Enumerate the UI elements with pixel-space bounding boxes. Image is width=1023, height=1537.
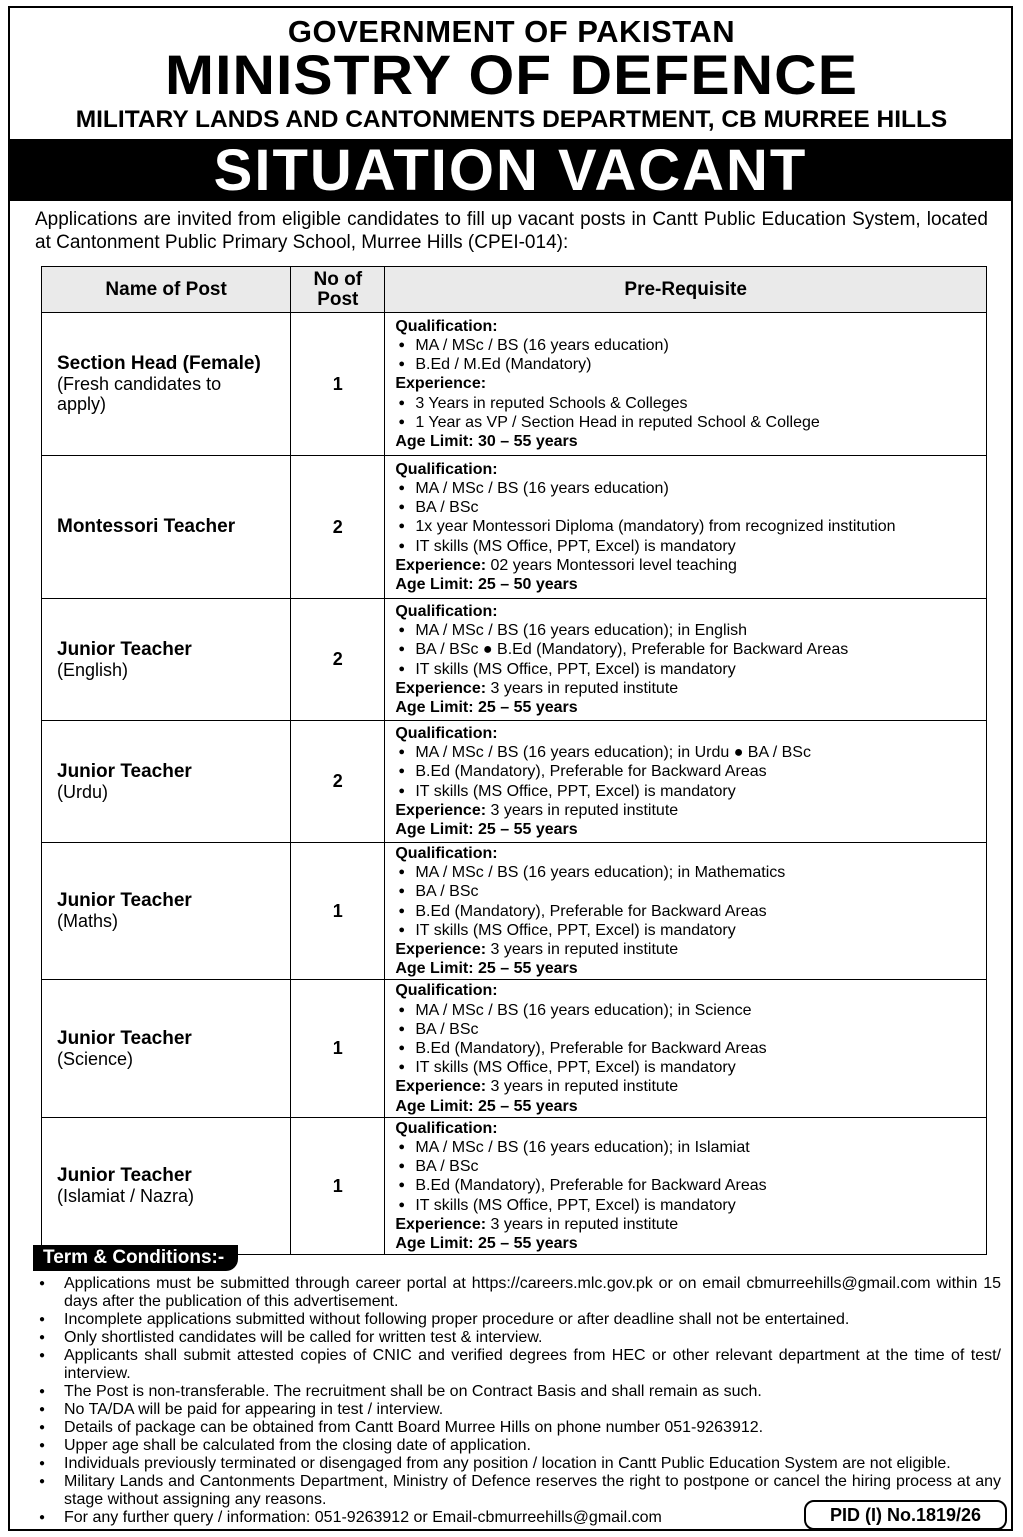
requirement-line: [395, 801, 982, 820]
header-count-line1: No of: [313, 268, 363, 290]
prerequisite-cell: [385, 456, 987, 599]
requirement-label: Qualification:: [395, 1119, 498, 1137]
term-item: ● No TA/DA will be paid for appearing in test / interview.: [39, 1401, 1001, 1419]
department-heading: MILITARY LANDS AND CANTONMENTS DEPARTMENT, CB MURREE HILLS: [75, 106, 948, 133]
requirement-line: [395, 1097, 982, 1116]
post-name: Junior Teacher: [57, 1027, 192, 1049]
requirement-label: Age Limit: 25 – 55 years: [395, 1235, 578, 1253]
requirement-bullet: ● IT skills (MS Office, PPT, Excel) is mandatory: [395, 660, 982, 679]
prerequisite-cell: [385, 313, 987, 456]
prerequisite-cell: [385, 843, 987, 980]
requirement-text: 3 years in reputed institute: [486, 679, 679, 697]
requirement-bullet: ● MA / MSc / BS (16 years education); in Mathematics: [395, 863, 982, 882]
post-name-cell: [42, 843, 291, 980]
post-name-cell: [42, 721, 291, 843]
post-description: (Urdu): [57, 781, 109, 802]
table-row: [42, 843, 987, 980]
post-count: 1: [291, 313, 385, 456]
requirement-bullet: ● IT skills (MS Office, PPT, Excel) is mandatory: [395, 921, 982, 940]
requirement-bullet: ● B.Ed (Mandatory), Preferable for Backward Areas: [395, 1039, 982, 1058]
requirement-line: [395, 698, 982, 717]
requirement-line: [395, 1234, 982, 1253]
requirement-label: Qualification:: [395, 845, 498, 862]
table-row: [42, 1117, 987, 1254]
requirement-text: 3 years in reputed institute: [486, 1078, 679, 1096]
requirement-bullet: ● IT skills (MS Office, PPT, Excel) is mandatory: [395, 1058, 982, 1077]
requirement-bullet: ● BA / BSc: [395, 498, 982, 517]
term-item: ● The Post is non-transferable. The recruitment shall be on Contract Basis and shall remain as such.: [39, 1383, 1001, 1401]
requirement-label: Experience:: [395, 375, 487, 393]
requirement-label: Experience:: [395, 679, 487, 697]
situation-vacant-banner: SITUATION VACANT: [8, 139, 1013, 201]
requirement-line: [395, 556, 982, 575]
requirement-bullet: ● 1x year Montessori Diploma (mandatory) from recognized institution: [395, 517, 982, 536]
requirement-line: [395, 575, 982, 594]
prerequisite-cell: [385, 599, 987, 721]
requirement-label: Age Limit: 25 – 50 years: [395, 576, 578, 593]
requirement-bullet: ● BA / BSc: [395, 1020, 982, 1039]
post-name: Junior Teacher: [57, 1165, 192, 1187]
requirement-line: [395, 959, 982, 978]
term-item: ● Applications must be submitted through career portal at https://careers.mlc.gov.pk or on email cbmurreehills@gmail.com within 15 days after the publication of this advertisement.: [39, 1275, 1001, 1311]
requirement-line: [395, 1215, 982, 1234]
term-item: ● Only shortlisted candidates will be called for written test & interview.: [39, 1329, 1001, 1347]
requirement-text: 3 years in reputed institute: [486, 941, 679, 959]
requirement-bullet: ● BA / BSc: [395, 882, 982, 901]
post-description: (Fresh candidates to: [57, 374, 222, 394]
requirement-label: Experience:: [395, 941, 487, 959]
requirement-bullet: ● 3 Years in reputed Schools & Colleges: [395, 394, 982, 413]
requirement-bullet: ● IT skills (MS Office, PPT, Excel) is mandatory: [395, 537, 982, 556]
intro-paragraph: Applications are invited from eligible candidates to fill up vacant posts in Cantt Public Education System, located at Cantonment Public Primary School, Murree Hills (CPEI-014):: [35, 209, 988, 253]
post-name: Montessori Teacher: [57, 516, 236, 537]
requirement-line: [395, 940, 982, 959]
post-count: 1: [291, 843, 385, 980]
post-count: 2: [291, 456, 385, 599]
pid-number: PID (I) No.1819/26: [804, 1500, 1007, 1530]
requirement-bullet: ● B.Ed (Mandatory), Preferable for Backward Areas: [395, 1176, 982, 1195]
requirement-line: [395, 981, 982, 1000]
requirement-label: Qualification:: [395, 602, 498, 620]
requirement-line: [395, 317, 982, 336]
requirement-bullet: ● MA / MSc / BS (16 years education): [395, 479, 982, 498]
requirement-line: [395, 724, 982, 743]
requirement-label: Age Limit: 25 – 55 years: [395, 1097, 578, 1115]
prerequisite-cell: [385, 1117, 987, 1254]
header-count-line2: Post: [317, 288, 359, 310]
post-count: 1: [291, 1117, 385, 1254]
requirement-label: Qualification:: [395, 317, 498, 335]
requirement-bullet: ● MA / MSc / BS (16 years education); in Islamiat: [395, 1138, 982, 1157]
post-name: Section Head (Female): [57, 353, 261, 374]
term-item: ● Individuals previously terminated or disengaged from any position / location in Cantt Public Education System are not eligible.: [39, 1455, 1001, 1473]
requirement-label: Age Limit: 25 – 55 years: [395, 820, 578, 838]
post-name: Junior Teacher: [57, 760, 192, 782]
header-count: [291, 267, 385, 313]
requirement-bullet: ● B.Ed (Mandatory), Preferable for Backward Areas: [395, 902, 982, 921]
post-name-cell: [42, 313, 291, 456]
requirement-line: [395, 432, 982, 451]
requirement-line: [395, 374, 982, 393]
term-item: ● Applicants shall submit attested copies of CNIC and verified degrees from HEC or other relevant department at the time of test/ interview.: [39, 1347, 1001, 1383]
prerequisite-cell: [385, 721, 987, 843]
header-post: Name of Post: [42, 267, 291, 313]
post-name-cell: [42, 980, 291, 1117]
requirement-line: [395, 820, 982, 839]
requirement-bullet: ● 1 Year as VP / Section Head in reputed School & College: [395, 413, 982, 432]
table-row: [42, 980, 987, 1117]
post-name-cell: [42, 1117, 291, 1254]
terms-list: [39, 1275, 1001, 1527]
requirement-bullet: ● BA / BSc ● B.Ed (Mandatory), Preferable for Backward Areas: [395, 640, 982, 659]
table-row: [42, 599, 987, 721]
prerequisite-cell: [385, 980, 987, 1117]
term-item: ● Incomplete applications submitted without following proper procedure or after deadline shall not be entertained.: [39, 1311, 1001, 1329]
table-header-row: [42, 267, 987, 313]
requirement-label: Experience:: [395, 801, 487, 819]
post-count: 2: [291, 721, 385, 843]
requirement-bullet: ● B.Ed (Mandatory), Preferable for Backward Areas: [395, 762, 982, 781]
post-count: 1: [291, 980, 385, 1117]
header-requisite: Pre-Requisite: [385, 267, 987, 313]
requirement-bullet: ● B.Ed / M.Ed (Mandatory): [395, 355, 982, 374]
requirement-line: [395, 602, 982, 621]
post-name: Junior Teacher: [57, 638, 192, 660]
post-description: (Maths): [57, 911, 119, 932]
term-item: ● For any further query / information: 051-9263912 or Email-cbmurreehills@gmail.com: [39, 1509, 1001, 1527]
post-name-cell: [42, 599, 291, 721]
requirement-label: Experience:: [395, 556, 487, 574]
post-count: 2: [291, 599, 385, 721]
terms-heading: Term & Conditions:-: [33, 1245, 238, 1271]
requirement-bullet: ● MA / MSc / BS (16 years education): [395, 336, 982, 355]
requirement-label: Qualification:: [395, 724, 498, 742]
post-name-cell: [42, 456, 291, 599]
table-row: [42, 456, 987, 599]
table-row: [42, 721, 987, 843]
government-heading: GOVERNMENT OF PAKISTAN: [287, 14, 736, 49]
requirement-label: Qualification:: [395, 460, 498, 478]
requirement-label: Qualification:: [395, 982, 498, 1000]
requirement-label: Age Limit: 30 – 55 years: [395, 433, 578, 450]
ministry-heading: MINISTRY OF DEFENCE: [165, 43, 858, 106]
requirement-text: 3 years in reputed institute: [486, 1215, 679, 1233]
requirement-line: [395, 1077, 982, 1096]
term-item: ● Details of package can be obtained from Cantt Board Murree Hills on phone number 051-9263912.: [39, 1419, 1001, 1437]
requirement-line: [395, 1119, 982, 1138]
requirement-bullet: ● MA / MSc / BS (16 years education); in Urdu ● BA / BSc: [395, 743, 982, 762]
post-description: apply): [57, 394, 107, 414]
post-name: Junior Teacher: [57, 890, 192, 912]
requirement-bullet: ● MA / MSc / BS (16 years education); in English: [395, 621, 982, 640]
requirement-label: Age Limit: 25 – 55 years: [395, 698, 578, 716]
term-item: ● Military Lands and Cantonments Department, Ministry of Defence reserves the right to postpone or cancel the hiring process at any stage without assigning any reasons.: [39, 1473, 1001, 1509]
requirement-bullet: ● IT skills (MS Office, PPT, Excel) is mandatory: [395, 782, 982, 801]
requirement-label: Age Limit: 25 – 55 years: [395, 960, 578, 978]
requirement-bullet: ● IT skills (MS Office, PPT, Excel) is mandatory: [395, 1196, 982, 1215]
requirement-text: 02 years Montessori level teaching: [486, 556, 737, 574]
term-item: ● Upper age shall be calculated from the closing date of application.: [39, 1437, 1001, 1455]
post-description: (Islamiat / Nazra): [57, 1186, 195, 1207]
requirement-bullet: ● MA / MSc / BS (16 years education); in Science: [395, 1001, 982, 1020]
post-description: (English): [57, 659, 129, 680]
vacancy-table: [41, 266, 987, 1255]
requirement-label: Experience:: [395, 1078, 487, 1096]
requirement-text: 3 years in reputed institute: [486, 801, 679, 819]
requirement-line: [395, 679, 982, 698]
requirement-bullet: ● BA / BSc: [395, 1157, 982, 1176]
requirement-line: [395, 844, 982, 863]
post-description: (Science): [57, 1048, 134, 1069]
requirement-label: Experience:: [395, 1215, 487, 1233]
requirement-line: [395, 460, 982, 479]
table-row: [42, 313, 987, 456]
